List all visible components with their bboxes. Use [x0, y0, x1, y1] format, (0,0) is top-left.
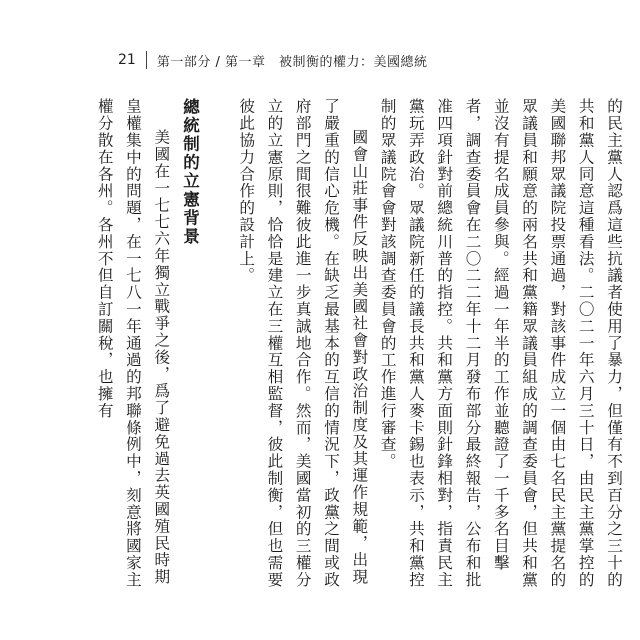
header-divider	[146, 51, 147, 69]
running-title: 第一部分 / 第一章 被制衡的權力：美國總統	[156, 54, 428, 70]
body-paragraph: 的民主黨人認爲這些抗議者使用了暴力，但僅有不到百分之三十的共和黨人同意這種看法。二〇二一年六月三十日，由民主黨掌控的美國聯邦眾議院投票通過，對該事件成立一個由七名民主黨提名的眾議員和願意的兩名共和黨籍眾議員組成的調查委員會，但共和黨並沒有提名成員參與。經過一年半的工作並聽證了一千多名目擊者，調查委員會在二〇二二年十二月發布部分最終報告，公布和批准四項針對前總統川普的指控。共和黨方面則針鋒相對，指責民主黨玩弄政治。眾議院新任的議長共和黨人麥卡錫也表示，共和黨控制的眾議院會會對該調查委員會的工作進行審查。	[378, 98, 623, 589]
page-number: 21	[118, 52, 136, 68]
body-paragraph: 國會山莊事件反映出美國社會對政治制度及其運作規範，出現了嚴重的信心危機。在缺乏最基本的互信的情況下，政黨之間或政府部門之間很難彼此進一步真誠地合作。然而，美國當初的三權分立的立憲原則，恰恰是建立在三權互相監督，彼此制衡，但也需要彼此協力合作的設計上。	[237, 98, 369, 589]
body-paragraph: 美國在一七七六年獨立戰爭之後，爲了避免過去英國殖民時期皇權集中的問題，在一七八一年通過的邦聯條例中，刻意將國家主權分散在各州。各州不但自訂關稅，也擁有	[95, 98, 171, 589]
page-body	[95, 98, 628, 598]
section-heading: 總統制的立憲背景	[180, 98, 200, 246]
running-header	[118, 48, 578, 72]
